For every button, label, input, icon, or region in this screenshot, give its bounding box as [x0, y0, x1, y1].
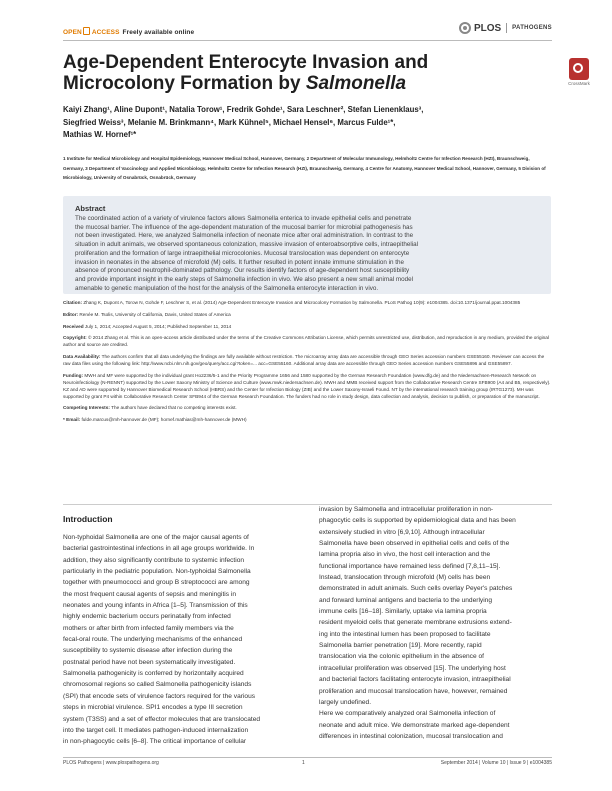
- access-label: ACCESS: [91, 29, 120, 36]
- abstract-line: The coordinated action of a variety of virulence factors allows Salmonella enterica to invade epithelial cells and penetrate: [75, 215, 412, 222]
- open-label: OPEN: [63, 29, 82, 36]
- body-text-line: addition, they also significantly contribute to systemic infection: [63, 556, 245, 564]
- left-column: [63, 532, 295, 748]
- body-text-line: invasion by Salmonella and intracellular proliferation in non-: [319, 506, 494, 513]
- header-rule: [63, 40, 552, 41]
- article-title: [63, 52, 543, 94]
- open-access-badge: [63, 27, 194, 36]
- body-text-line: steps in microbial virulence. SPI1 encodes a type III secretion: [63, 704, 243, 712]
- meta-label: Copyright:: [63, 335, 87, 341]
- competing-interests: [63, 405, 551, 412]
- body-text-line: Instead, translocation through microfold (M) cells has been: [319, 574, 491, 582]
- abstract-box: [63, 196, 551, 294]
- crossmark-label: CrossMark: [568, 81, 590, 86]
- body-text-line: in non-phagocytic cells [6–8]. The critical importance of cellular: [63, 738, 247, 746]
- body-text-line: particularly in the pediatric population. Non-typhoidal Salmonella: [63, 568, 251, 576]
- freely-available-label: Freely available online: [122, 29, 195, 36]
- meta-text: Zhang K, Dupont A, Torow N, Gohde F, Leschner S, et al. (2014) Age-Dependent Enterocyte Invasion and Microcolony Formation by Salmonella. PLoS Pathog 10(9): e1004385. doi:10.1371/journal.ppat.1004385: [82, 300, 521, 305]
- body-text-line: differences in intestinal colonization, mucosal translocation and: [319, 732, 503, 740]
- meta-text: The authors confirm that all data underlying the findings are fully available without restriction. The microarray array data are accessible through GEO Series accession numbers GSE55160. Reviewer can access the raw data files using the following link: http://www.ncbi.nlm.nih.gov/geo/query/acc.cgi?token=... acc=GSE55160. Additional array data are accessible through GEO Series accession numbers GSE55896 and GSE55897.: [63, 354, 545, 366]
- body-text-line: and forward luminal antigens and bacteria to the underlying: [319, 596, 493, 604]
- body-text-line: susceptibility to systemic disease after infection during the: [63, 647, 233, 655]
- title-italic: Salmonella: [305, 73, 407, 94]
- body-text-line: lamina propria also in vivo, the host cell interaction and the: [319, 551, 491, 559]
- editor: [63, 312, 551, 319]
- introduction-heading: Introduction: [63, 514, 113, 524]
- open-lock-icon: [83, 27, 90, 35]
- body-text-line: (SPI) that encode sets of virulence factors required for the various: [63, 692, 256, 700]
- body-text-line: resident myeloid cells that generate membrane extrusions extend-: [319, 619, 512, 627]
- abstract-line: invasion in neonates in the absence of microfold (M) cells. It further resulted in potent innate immune stimulation in the: [75, 258, 405, 266]
- body-text-line: fecal-oral route. The underlying mechanisms of the enhanced: [63, 636, 243, 644]
- copyright: [63, 335, 551, 349]
- abstract-line: the mucosal barrier. The influence of the age-dependent maturation of the mucosal barrier for microbial pathogenesis has: [75, 223, 413, 231]
- body-text-line: and bacterial factors facilitating enterocyte invasion, intraepithelial: [319, 676, 511, 684]
- body-text-line: neonates and young infants in Africa [1–5]. Transmission of this: [63, 602, 248, 610]
- logo-divider: [506, 23, 507, 33]
- title-text: Age-Dependent Enterocyte Invasion and Microcolony Formation by: [63, 52, 429, 94]
- dates: [63, 324, 551, 331]
- author-line: Mathias W. Hornef¹*: [63, 130, 137, 140]
- body-text-line: postnatal period have not been systematically investigated.: [63, 658, 236, 666]
- meta-text: July 1, 2014; Accepted August 5, 2014; Published September 11, 2014: [83, 323, 232, 329]
- meta-label: Competing Interests:: [63, 405, 110, 411]
- body-text-line: mothers or after birth from infected family members via the: [63, 624, 234, 632]
- abstract-line: amenable to genetic manipulation of the host for the analysis of the Salmonella enterocyte interaction in vivo.: [75, 284, 379, 292]
- data-availability: [63, 354, 551, 368]
- body-text-line: bacterial gastrointestinal infections in all age groups worldwide. In: [63, 545, 255, 553]
- footer-journal: PLOS Pathogens | www.plospathogens.org: [63, 760, 159, 766]
- body-text-line: ing into the intestinal lumen has been proposed to facilitate: [319, 630, 491, 638]
- right-column: [319, 504, 551, 742]
- body-text-line: Non-typhoidal Salmonella are one of the major causal agents of: [63, 534, 249, 541]
- meta-text: The authors have declared that no competing interests exist.: [109, 405, 237, 411]
- body-text-line: Here we comparatively analyzed oral Salmonella infection of: [319, 710, 496, 718]
- body-text-line: Salmonella have been observed in epithelial cells and cells of the: [319, 540, 510, 548]
- body-text-line: intracellular proliferation was observed [15]. The underlying host: [319, 664, 506, 672]
- page-number: 1: [302, 760, 305, 766]
- meta-label: * Email:: [63, 417, 81, 423]
- abstract-heading: Abstract: [75, 204, 106, 213]
- journal-logo: [459, 22, 552, 34]
- body-text-line: Salmonella pathogenicity is conferred by horizontally acquired: [63, 670, 244, 678]
- abstract-line: situation in adult animals, we observed spontaneous colonization, massive invasion of enteroabsorptive cells, intraepithelial: [75, 241, 419, 249]
- meta-label: Data Availability:: [63, 354, 101, 360]
- meta-label: Funding:: [63, 372, 84, 378]
- body-text-line: proliferation and mucosal translocation have, however, remained: [319, 687, 508, 695]
- meta-label: Citation:: [63, 300, 83, 305]
- email[interactable]: [63, 417, 551, 424]
- plos-name: PLOS: [473, 22, 502, 34]
- body-text-line: translocation via the colonic epithelium in the absence of: [319, 653, 484, 661]
- author-line: Kaiyi Zhang¹, Aline Dupont¹, Natalia Torow¹, Fredrik Gohde¹, Sara Leschner², Stefan Lienenklaus³,: [63, 105, 424, 114]
- crossmark-icon[interactable]: [569, 58, 589, 80]
- meta-label: Editor:: [63, 311, 79, 317]
- meta-text: MWH and MF were supported by the individual grant Ho2236/5-1 and the Priority Programme 1656 and 1580 supported by the German Research Foundation (www.dfg.de) and the Niedersachsen-Research Network on Neuroinfectiology (N-RENNT) supported by the Lower Saxony Ministry of Science and Culture (www.mwk.niedersachsen.de). MWH and MMB received support from the Collaborative Research Centre SFB900 (A4 and B5, respectively). KZ and AD were supported by Hannover Biomedical Research School (HBRS) and the Center for Infection Biology (ZIB) and the Lower Saxony-Israeli Found. NT by the international research training group (IRTG1273). MH was supported by grant P4 within Collaborative Research Center SFB944 of the German Research Foundation. The funders had no role in study design, data collection and analysis, decision to publish, or preparation of the manuscript.: [63, 372, 551, 399]
- meta-text[interactable]: fulde.marcus@mh-hannover.de (MF); hornef.mathias@mh-hannover.de (MWH): [80, 417, 247, 423]
- meta-label: Received: [63, 323, 84, 329]
- abstract-text: [75, 215, 543, 293]
- body-text-line: together with pneumococci and group B streptococci are among: [63, 579, 250, 587]
- body-text-line: extensively studied in vitro [6,9,10]. Although intracellular: [319, 528, 485, 536]
- body-text-line: the most frequent causal agents of sepsis and meningitis in: [63, 590, 237, 598]
- abstract-line: proliferation and the formation of large intraepithelial microcolonies. Mucosal translocation was dependent on enterocyte: [75, 249, 410, 257]
- citation: [63, 300, 551, 307]
- body-text-line: chromosomal regions so called Salmonella pathogenicity islands: [63, 681, 252, 689]
- article-metadata: [63, 300, 551, 429]
- footer-issue: September 2014 | Volume 10 | Issue 9 | e1004385: [440, 760, 552, 766]
- body-text-line: into the target cell. It mediates pathogen-induced internalization: [63, 726, 249, 734]
- body-text-line: system (T3SS) and a set of effector molecules that are translocated: [63, 715, 261, 723]
- body-text-line: highly endemic bacterium occurs perinatally from infected: [63, 613, 231, 621]
- body-text-line: demonstrated in adult animals. Such cells overlay Peyer's patches: [319, 585, 513, 593]
- meta-text: © 2014 Zhang et al. This is an open-access article distributed under the terms of the Creative Commons Attribution License, which permits unrestricted use, distribution, and reproduction in any medium, provided the original author and source are credited.: [63, 335, 549, 348]
- crossmark-badge[interactable]: [566, 58, 592, 86]
- funding: [63, 373, 551, 401]
- body-text-line: immune cells [16–18]. Similarly, uptake via lamina propria: [319, 608, 487, 616]
- journal-name: PATHOGENS: [512, 25, 552, 31]
- footer-rule: [63, 757, 552, 758]
- body-text-line: functional importance have remained less defined [7,8,11–15].: [319, 562, 501, 570]
- author-list: [63, 104, 553, 142]
- body-text-line: Salmonella barrier penetration [19]. More recently, rapid: [319, 642, 482, 650]
- author-line: Siegfried Weiss³, Melanie M. Brinkmann⁴, Mark Kühnel⁵, Michael Hensel⁶, Marcus Fulde¹*,: [63, 117, 396, 127]
- body-text-line: largely undefined.: [319, 698, 372, 706]
- affiliations: 1 Institute for Medical Microbiology and Hospital Epidemiology, Hannover Medical School, Hannover, Germany, 2 Department of Molecular Immunology, Helmholtz Centre for Infection Research (HZI), Braunschweig, Germany, 3 Department of Vaccinology and Applied Microbiology, Helmholtz Centre for Infection Research (HZI), Braunschweig, Germany, 4 Centre for Anatomy, Hannover Medical School, Hannover, Germany, 5 Division of Microbiology, University of Osnabrück, Osnabrück, Germany: [63, 156, 546, 180]
- body-text-line: phagocytic cells is supported by epidemiological data and has been: [319, 517, 516, 525]
- body-text-line: neonate and adult mice. We demonstrate marked age-dependent: [319, 721, 510, 729]
- abstract-line: and provide important insight in the early steps of Salmonella infection in vivo. We also present a new small animal model: [75, 275, 413, 283]
- meta-text: Renée M. Tsolis, University of California, Davis, United States of America: [78, 311, 231, 317]
- plos-logo-icon: [459, 22, 471, 34]
- abstract-line: not been investigated. Here, we analyzed Salmonella infection of neonate mice after oral administration. In contrast to the: [75, 232, 414, 240]
- abstract-line: absence of pronounced neutrophil-dominated pathology. Our results identify factors of age-dependent host susceptibility: [75, 267, 410, 275]
